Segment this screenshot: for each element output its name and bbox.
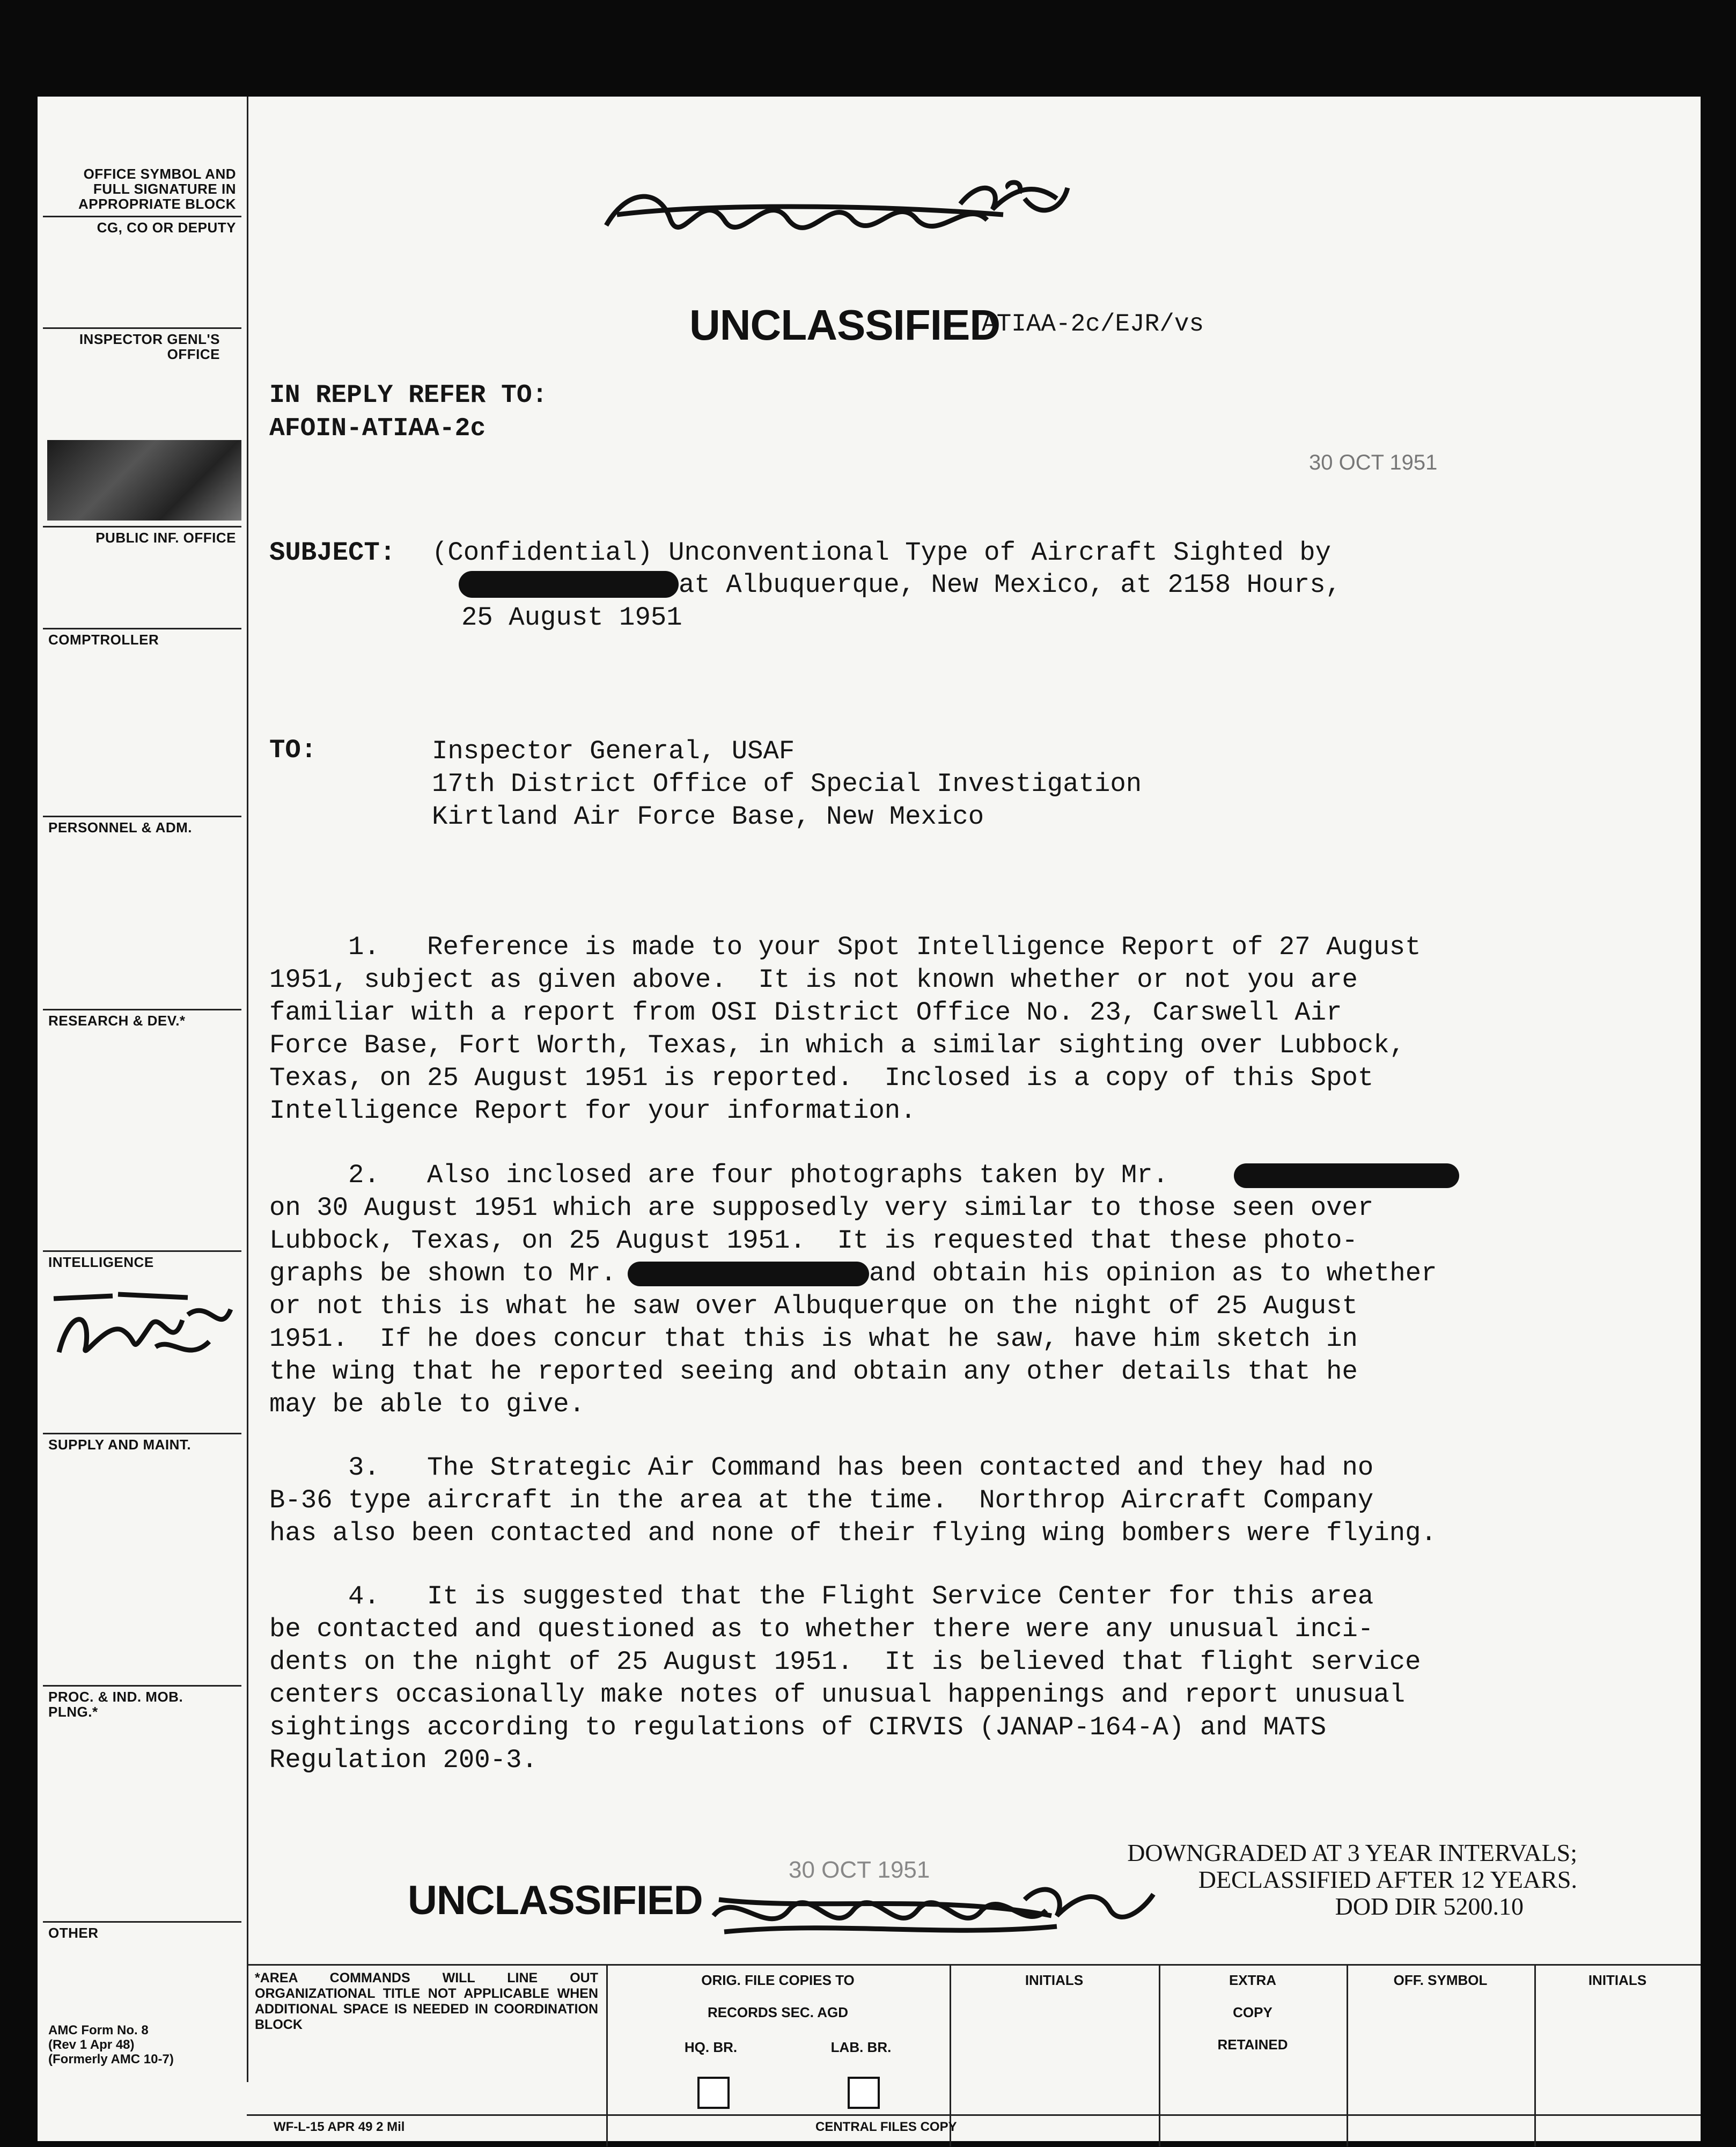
routing-header-line-3: APPROPRIATE BLOCK xyxy=(78,196,236,212)
paragraph-line: Regulation 200-3. xyxy=(269,1745,538,1775)
routing-divider xyxy=(43,526,241,527)
routing-block-proc: PROC. & IND. MOB. PLNG.* xyxy=(48,1689,183,1720)
form-code: WF-L-15 APR 49 2 Mil xyxy=(274,2120,405,2134)
paragraph-line: or not this is what he saw over Albuquerque on the night of 25 August xyxy=(269,1291,1358,1321)
addressee-line-2: 17th District Office of Special Investigation xyxy=(432,769,1142,799)
lab-branch-checkbox[interactable] xyxy=(848,2077,880,2109)
copy-header: COPY xyxy=(1233,2004,1272,2020)
paragraph-line: Force Base, Fort Worth, Texas, in which a similar sighting over Lubbock, xyxy=(269,1030,1406,1060)
paragraph-line: be contacted and questioned as to whether there were any unusual inci- xyxy=(269,1614,1374,1644)
office-symbol-header: OFF. SYMBOL xyxy=(1393,1972,1488,1988)
classification-stamp-top: UNCLASSIFIED xyxy=(689,301,1001,349)
paragraph-line: Texas, on 25 August 1951 is reported. Inclosed is a copy of this Spot xyxy=(269,1063,1374,1093)
paragraph-line: 2. Also inclosed are four photographs taken by Mr. xyxy=(269,1160,1169,1190)
paragraph-line: dents on the night of 25 August 1951. It is believed that flight service xyxy=(269,1647,1421,1677)
orig-file-copies-header: ORIG. FILE COPIES TO xyxy=(701,1972,855,1988)
paragraph-line: B-36 type aircraft in the area at the time. Northrop Aircraft Company xyxy=(269,1485,1374,1515)
routing-block-research: RESEARCH & DEV.* xyxy=(48,1013,186,1029)
paragraph-2-line-4-continuation: and obtain his opinion as to whether xyxy=(869,1258,1437,1288)
paragraph-1 xyxy=(269,931,1421,1127)
paragraph-line: centers occasionally make notes of unusual happenings and report unusual xyxy=(269,1680,1406,1710)
paragraph-line: has also been contacted and none of their flying wing bombers were flying. xyxy=(269,1518,1437,1548)
hq-branch-checkbox[interactable] xyxy=(697,2077,730,2109)
routing-block-cg: CG, CO OR DEPUTY xyxy=(97,219,236,236)
lab-branch-label: LAB. BR. xyxy=(830,2039,892,2055)
routing-block-public-info: PUBLIC INF. OFFICE xyxy=(95,530,236,546)
paragraph-2 xyxy=(269,1159,1373,1421)
routing-divider xyxy=(43,1009,241,1010)
form-id-line: (Rev 1 Apr 48) xyxy=(48,2038,135,2052)
paragraph-line: Intelligence Report for your information. xyxy=(269,1096,916,1126)
paragraph-line: Lubbock, Texas, on 25 August 1951. It is requested that these photo- xyxy=(269,1226,1358,1256)
routing-column-divider xyxy=(247,97,248,2082)
paragraph-line: familiar with a report from OSI District Office No. 23, Carswell Air xyxy=(269,998,1342,1028)
redaction-bar xyxy=(628,1262,869,1286)
paragraph-line: 1. Reference is made to your Spot Intelligence Report of 27 August xyxy=(269,932,1421,962)
form-identifier xyxy=(48,2023,174,2067)
routing-block-intelligence: INTELLIGENCE xyxy=(48,1254,154,1270)
paragraph-line: sightings according to regulations of CIRVIS (JANAP-164-A) and MATS xyxy=(269,1712,1327,1742)
retained-header: RETAINED xyxy=(1217,2036,1288,2053)
handwritten-initials-signature xyxy=(48,1288,241,1368)
records-sec-label: RECORDS SEC. AGD xyxy=(708,2004,848,2020)
routing-divider xyxy=(43,1433,241,1434)
paragraph-line: the wing that he reported seeing and obtain any other details that he xyxy=(269,1357,1358,1387)
initials-header-2: INITIALS xyxy=(1588,1972,1647,1988)
downgrade-line: DECLASSIFIED AFTER 12 YEARS. xyxy=(1198,1866,1577,1893)
routing-divider xyxy=(43,1921,241,1923)
subject-label: SUBJECT: xyxy=(269,538,396,568)
routing-header-line-2: FULL SIGNATURE IN xyxy=(93,181,236,197)
paragraph-line: 1951, subject as given above. It is not known whether or not you are xyxy=(269,965,1358,995)
routing-header xyxy=(43,166,236,211)
table-divider xyxy=(606,1964,608,2146)
scribbled-classification-bottom xyxy=(703,1878,1175,1948)
initials-header: INITIALS xyxy=(1025,1972,1084,1988)
table-divider xyxy=(950,1964,951,2146)
routing-divider xyxy=(43,327,241,329)
routing-divider xyxy=(43,628,241,629)
paragraph-line: may be able to give. xyxy=(269,1389,585,1419)
bottom-date-stamp: 30 OCT 1951 xyxy=(789,1857,930,1883)
paragraph-line: 1951. If he does concur that this is what he saw, have him sketch in xyxy=(269,1324,1358,1354)
hq-branch-label: HQ. BR. xyxy=(684,2039,738,2055)
routing-block-inspector: INSPECTOR GENL'S OFFICE xyxy=(79,331,220,362)
paragraph-line: 4. It is suggested that the Flight Service Center for this area xyxy=(269,1581,1374,1611)
routing-header-line-1: OFFICE SYMBOL AND xyxy=(83,166,236,182)
date-stamp: 30 OCT 1951 xyxy=(1309,451,1438,474)
addressee-line-3: Kirtland Air Force Base, New Mexico xyxy=(432,802,984,832)
reply-refer-code: AFOIN-ATIAA-2c xyxy=(269,414,486,443)
classification-stamp-bottom: UNCLASSIFIED xyxy=(408,1878,703,1923)
routing-divider xyxy=(43,816,241,817)
table-top-border xyxy=(247,1964,1701,1966)
central-files-copy-label: CENTRAL FILES COPY xyxy=(815,2120,957,2134)
addressee-line-1: Inspector General, USAF xyxy=(432,736,795,766)
paragraph-line: 3. The Strategic Air Command has been contacted and they had no xyxy=(269,1453,1374,1483)
routing-block-other: OTHER xyxy=(48,1925,99,1941)
table-divider xyxy=(1534,1964,1536,2146)
extra-header: EXTRA xyxy=(1229,1972,1277,1988)
downgrade-line: DOWNGRADED AT 3 YEAR INTERVALS; xyxy=(1127,1839,1577,1866)
table-bottom-border xyxy=(247,2114,1701,2116)
table-divider xyxy=(1347,1964,1348,2146)
redaction-bar xyxy=(1234,1163,1459,1188)
paragraph-line: graphs be shown to Mr. xyxy=(269,1258,616,1288)
form-id-line: AMC Form No. 8 xyxy=(48,2023,149,2038)
routing-block-personnel: PERSONNEL & ADM. xyxy=(48,819,193,836)
document-page xyxy=(38,97,1701,2141)
obscured-routing-block xyxy=(47,440,241,521)
paragraph-4 xyxy=(269,1580,1421,1777)
routing-block-supply: SUPPLY AND MAINT. xyxy=(48,1437,192,1453)
routing-divider xyxy=(43,1250,241,1252)
scribbled-classification-top xyxy=(595,166,1078,263)
subject-line-2: at Albuquerque, New Mexico, at 2158 Hours, xyxy=(679,570,1342,600)
file-reference: ATIAA-2c/EJR/vs xyxy=(982,310,1204,338)
table-divider xyxy=(1159,1964,1160,2146)
to-label: TO: xyxy=(269,735,317,765)
area-commands-note: *AREA COMMANDS WILL LINE OUT ORGANIZATIONAL TITLE NOT APPLICABLE WHEN ADDITIONAL SPACE IS NEEDED IN COORDINATION BLOCK xyxy=(255,1970,598,2032)
routing-divider xyxy=(43,216,241,217)
paragraph-3 xyxy=(269,1452,1437,1550)
paragraph-line: on 30 August 1951 which are supposedly very similar to those seen over xyxy=(269,1193,1374,1223)
redaction-bar xyxy=(459,571,679,598)
reply-refer-label: IN REPLY REFER TO: xyxy=(269,381,548,410)
subject-line-1: (Confidential) Unconventional Type of Aircraft Sighted by xyxy=(432,538,1332,568)
routing-divider xyxy=(43,1685,241,1687)
form-id-line: (Formerly AMC 10-7) xyxy=(48,2052,174,2067)
downgrade-line: DOD DIR 5200.10 xyxy=(1335,1893,1524,1920)
routing-block-comptroller: COMPTROLLER xyxy=(48,632,159,648)
subject-line-3: 25 August 1951 xyxy=(461,603,682,633)
